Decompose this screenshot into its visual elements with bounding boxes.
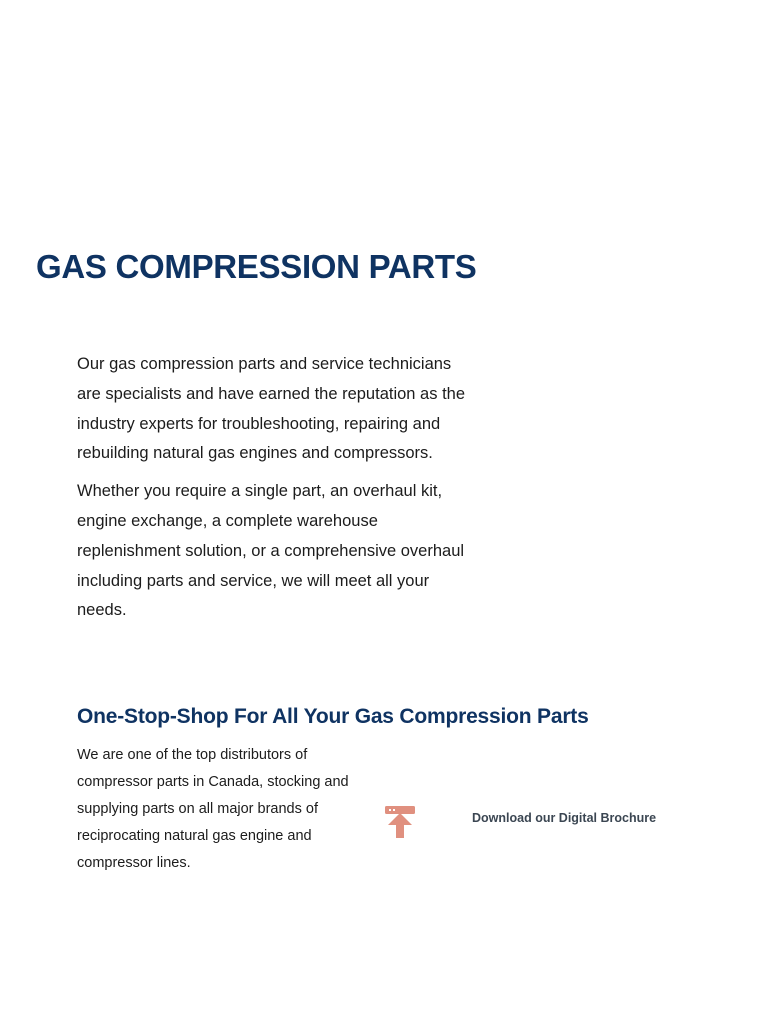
one-stop-shop-heading: One-Stop-Shop For All Your Gas Compression Parts xyxy=(77,705,589,728)
intro-paragraph-2: Whether you require a single part, an overhaul kit, engine exchange, a complete warehouse replenishment solution, or a comprehensive overhaul including parts and service, we will meet all your needs. xyxy=(77,482,465,620)
upload-arrow-icon[interactable] xyxy=(383,804,417,840)
one-stop-shop-body: We are one of the top distributors of compressor parts in Canada, stocking and supplying parts on all major brands of reciprocating natural gas engine and compressor lines. xyxy=(77,747,349,871)
intro-paragraph-1: Our gas compression parts and service technicians are specialists and have earned the reputation as the industry experts for troubleshooting, repairing and rebuilding natural gas engines and compressors. xyxy=(77,355,466,463)
page-title: GAS COMPRESSION PARTS xyxy=(36,248,477,285)
intro-section xyxy=(77,350,477,634)
download-brochure-label[interactable]: Download our Digital Brochure xyxy=(472,811,657,825)
download-brochure-link[interactable] xyxy=(383,802,673,842)
